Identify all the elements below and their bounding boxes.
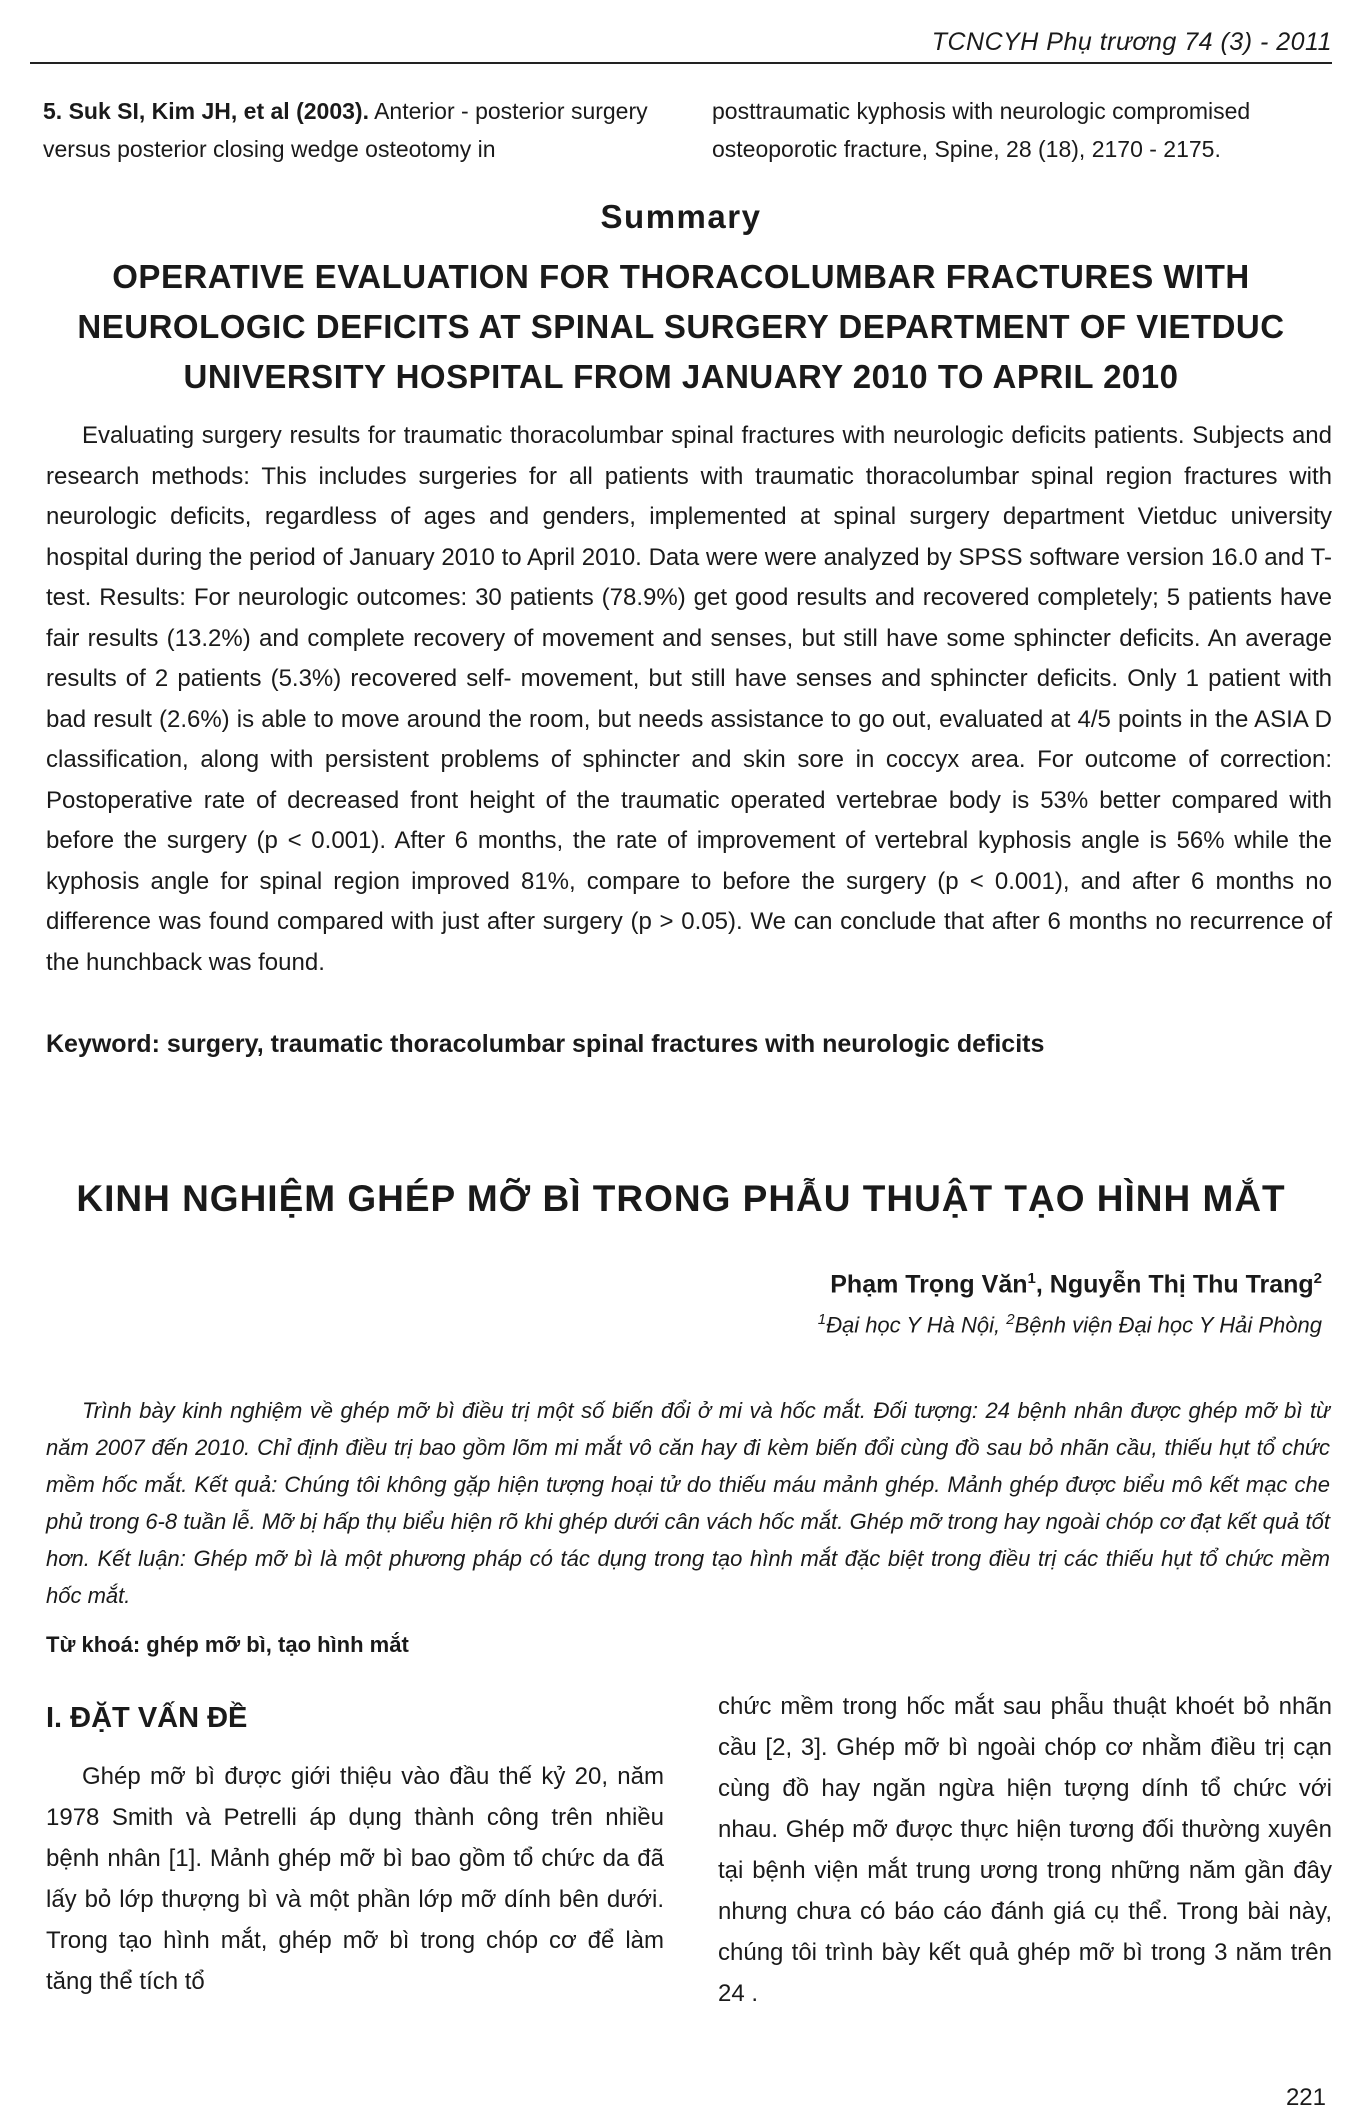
reference-left-column (43, 92, 663, 168)
vietnamese-abstract-text: Trình bày kinh nghiệm về ghép mỡ bì điều trị một số biến đổi ở mi và hốc mắt. Đối tượng: 24 bệnh nhân được ghép mỡ bì từ năm 2007 đến 2010. Chỉ định điều trị bao gồm lõm mi mắt vô căn hay đi kèm biến đổi cùng đồ sau bỏ nhãn cầu, thiếu hụt tổ chức mềm hốc mắt. Kết quả: Chúng tôi không gặp hiện tượng hoại tử do thiếu máu mảnh ghép. Mảnh ghép được biểu mô kết mạc che phủ trong 6-8 tuần lễ. Mỡ bị hấp thụ biểu hiện rõ khi ghép dưới cân vách hốc mắt. Ghép mỡ trong hay ngoài chóp cơ đạt kết quả tốt hơn. Kết luận: Ghép mỡ bì là một phương pháp có tác dụng trong tạo hình mắt đặc biệt trong điều trị các thiếu hụt tổ chức mềm hốc mắt. (46, 1398, 1330, 1608)
vietnamese-keyword: Từ khoá: ghép mỡ bì, tạo hình mắt (46, 1632, 409, 1657)
author-separator: , (1035, 1270, 1050, 1299)
author-1: Phạm Trọng Văn (830, 1270, 1028, 1299)
english-title: OPERATIVE EVALUATION FOR THORACOLUMBAR FRACTURES WITH NEUROLOGIC DEFICITS AT SPINAL SURGERY DEPARTMENT OF VIETDUC UNIVERSITY HOSPITAL FROM JANUARY 2010 TO APRIL 2010 (77, 258, 1285, 395)
article-title: KINH NGHIỆM GHÉP MỠ BÌ TRONG PHẪU THUẬT TẠO HÌNH MẮT (76, 1178, 1286, 1219)
authors (830, 1270, 1322, 1299)
affiliation-1: Đại học Y Hà Nội, (826, 1312, 1007, 1338)
affiliation-1-marker: 1 (817, 1311, 827, 1328)
reference-author-year: 5. Suk SI, Kim JH, et al (2003). (43, 98, 369, 124)
vietnamese-abstract (46, 1392, 1330, 1614)
affiliation-2: Bệnh viện Đại học Y Hải Phòng (1014, 1312, 1322, 1338)
author-2-affiliation-marker: 2 (1313, 1270, 1322, 1287)
english-abstract-text: Evaluating surgery results for traumatic thoracolumbar spinal fractures with neurologic deficits patients. Subjects and research methods: This includes surgeries for all patients with traumatic thoracolumbar spinal region fractures with neurologic deficits, regardless of ages and genders, implemented at spinal surgery department Vietduc university hospital during the period of January 2010 to April 2010. Data were were analyzed by SPSS software version 16.0 and T- test. Results: For neurologic outcomes: 30 patients (78.9%) get good results and recovered completely; 5 patients have fair results (13.2%) and complete recovery of movement and senses, but still have some sphincter deficits. An average results of 2 patients (5.3%) recovered self- movement, but still have senses and sphincter deficits. Only 1 patient with bad result (2.6%) is able to move around the room, but needs assistance to go out, evaluated at 4/5 points in the ASIA D classification, along with persistent problems of sphincter and skin sore in coccyx area. For outcome of correction: Postoperative rate of decreased front height of the traumatic operated vertebrae body is 53% better compared with before the surgery (p < 0.001). After 6 months, the rate of improvement of vertebral kyphosis angle is 56% while the kyphosis angle for spinal region improved 81%, compare to before the surgery (p < 0.001), and after 6 months no difference was found compared with just after surgery (p > 0.05). We can conclude that after 6 months no recurrence of the hunchback was found. (46, 422, 1332, 976)
body-left-column (46, 1756, 664, 2002)
page-header (30, 28, 1332, 64)
section-heading: I. ĐẶT VẤN ĐỀ (46, 1702, 248, 1734)
reference-left-text: Anterior - posterior surgery versus posterior closing wedge osteotomy in (43, 98, 648, 162)
affiliation-2-marker: 2 (1006, 1311, 1015, 1328)
author-2: Nguyễn Thị Thu Trang (1049, 1270, 1314, 1299)
reference-right-column: posttraumatic kyphosis with neurologic compromised osteoporotic fracture, Spine, 28 (18), 2170 - 2175. (712, 98, 1251, 162)
affiliations (818, 1311, 1322, 1338)
reference-entry (43, 92, 1332, 168)
english-abstract (46, 416, 1332, 983)
body-left-text: Ghép mỡ bì được giới thiệu vào đầu thế kỷ 20, năm 1978 Smith và Petrelli áp dụng thành công trên nhiều bệnh nhân [1]. Mảnh ghép mỡ bì bao gồm tổ chức da đã lấy bỏ lớp thượng bì và một phần lớp mỡ dính bên dưới. Trong tạo hình mắt, ghép mỡ bì trong chóp cơ để làm tăng thể tích tổ (46, 1763, 664, 1995)
body-right-column (718, 1686, 1332, 2014)
author-1-affiliation-marker: 1 (1027, 1270, 1036, 1287)
header-rule (30, 62, 1332, 64)
page-number: 221 (1285, 2084, 1326, 2111)
summary-heading: Summary (600, 198, 762, 235)
body-right-text: chức mềm trong hốc mắt sau phẫu thuật khoét bỏ nhãn cầu [2, 3]. Ghép mỡ bì ngoài chóp cơ nhằm điều trị cạn cùng đồ hay ngăn ngừa hiện tượng dính tổ chức với nhau. Ghép mỡ được thực hiện tương đối thường xuyên tại bệnh viện mắt trung ương trong những năm gần đây nhưng chưa có báo cáo đánh giá cụ thể. Trong bài này, chúng tôi trình bày kết quả ghép mỡ bì trong 3 năm trên 24 . (718, 1693, 1332, 2007)
journal-citation: TCNCYH Phụ trương 74 (3) - 2011 (931, 28, 1332, 56)
english-keyword: Keyword: surgery, traumatic thoracolumbar spinal fractures with neurologic deficits (46, 1030, 1045, 1058)
